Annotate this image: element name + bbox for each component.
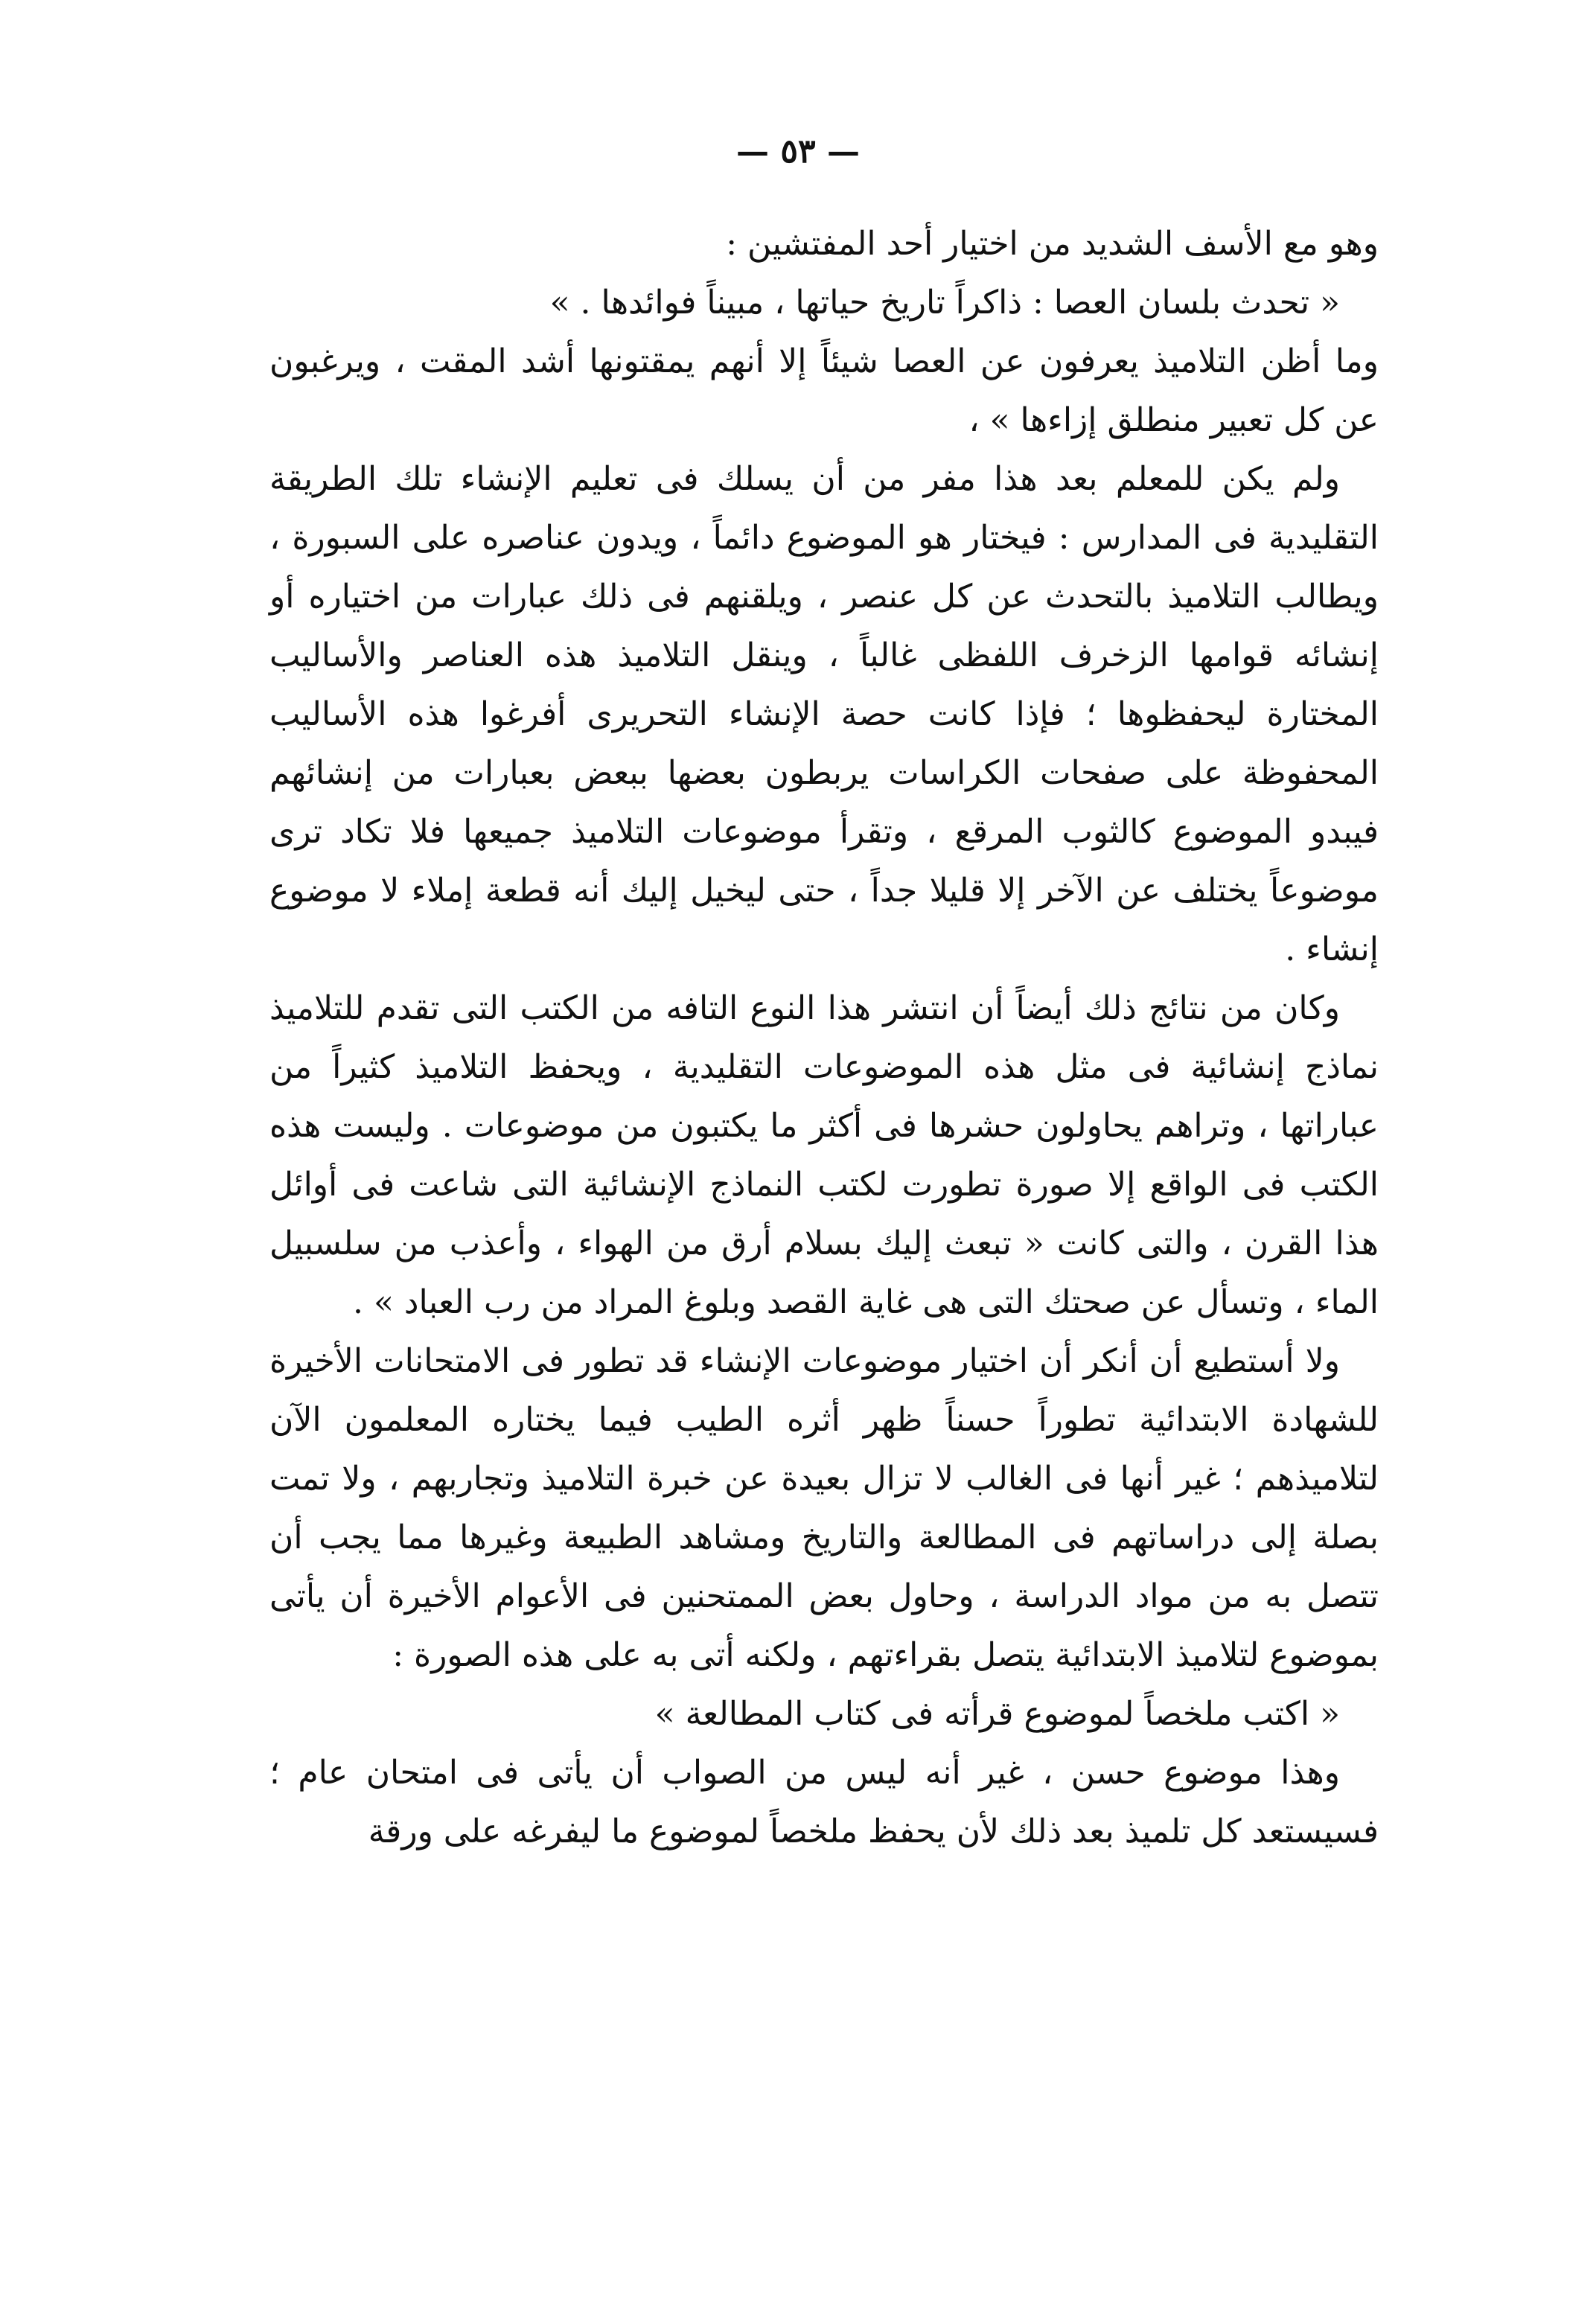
- page-number: — ٥٣ —: [736, 132, 860, 170]
- paragraph-closing: وهذا موضوع حسن ، غير أنه ليس من الصواب أن يأتى فى امتحان عام ؛ فسيستعد كل تلميذ بعد ذلك لأن يحفظ ملخصاً لموضوع ما ليفرغه على ورقة: [269, 1754, 1379, 1850]
- paragraph-traditional-method: ولم يكن للمعلم بعد هذا مفر من أن يسلك فى تعليم الإنشاء تلك الطريقة التقليدية فى المدارس : فيختار هو الموضوع دائماً ، ويدون عناصره على السبورة ، ويطالب التلاميذ بالتحدث عن كل عنصر ، ويلقنهم فى ذلك عبارات من اختياره أو إنشائه قوامها الزخرف اللفظى غالباً ، وينقل التلاميذ هذه العناصر والأساليب المختارة ليحفظوها ؛ فإذا كانت حصة الإنشاء التحريرى أفرغوا هذه الأساليب المحفوظة على صفحات الكراسات يربطون بعضها ببعض بعبارات من إنشائهم فيبدو الموضوع كالثوب المرقع ، وتقرأ موضوعات التلاميذ جميعها فلا تكاد ترى موضوعاً يختلف عن الآخر إلا قليلا جداً ، حتى ليخيل إليك أنه قطعة إملاء لا موضوع إنشاء .: [269, 460, 1379, 968]
- paragraph-pupils-cane: وما أظن التلاميذ يعرفون عن العصا شيئاً إلا أنهم يمقتونها أشد المقت ، ويرغبون عن كل تعبير منطلق إزاءها » ،: [269, 342, 1379, 439]
- paragraph-model-books: وكان من نتائج ذلك أيضاً أن انتشر هذا النوع التافه من الكتب التى تقدم للتلاميذ نماذج إنشائية فى مثل هذه الموضوعات التقليدية ، ويحفظ التلاميذ كثيراً من عباراتها ، وتراهم يحاولون حشرها فى أكثر ما يكتبون من موضوعات . وليست هذه الكتب فى الواقع إلا صورة تطورت لكتب النماذج الإنشائية التى شاعت فى أوائل هذا القرن ، والتى كانت « تبعث إليك بسلام أرق من الهواء ، وأعذب من سلسبيل الماء ، وتسأل عن صحتك التى هى غاية القصد وبلوغ المراد من رب العباد » .: [269, 989, 1379, 1321]
- quoted-topic-summary: « اكتب ملخصاً لموضوع قرأته فى كتاب المطالعة »: [654, 1695, 1340, 1733]
- quoted-topic-cane: « تحدث بلسان العصا : ذاكراً تاريخ حياتها ، مبيناً فوائدها . »: [549, 284, 1340, 322]
- paragraph-intro-line: وهو مع الأسف الشديد من اختيار أحد المفتشين :: [726, 225, 1379, 263]
- paragraph-exam-topics: ولا أستطيع أن أنكر أن اختيار موضوعات الإنشاء قد تطور فى الامتحانات الأخيرة للشهادة الابتدائية تطوراً حسناً ظهر أثره الطيب فيما يختاره المعلمون الآن لتلاميذهم ؛ غير أنها فى الغالب لا تزال بعيدة عن خبرة التلاميذ وتجاربهم ، ولا تمت بصلة إلى دراساتهم فى المطالعة والتاريخ ومشاهد الطبيعة وغيرها مما يجب أن تتصل به من مواد الدراسة ، وحاول بعض الممتحنين فى الأعوام الأخيرة أن يأتى بموضوع لتلاميذ الابتدائية يتصل بقراءتهم ، ولكنه أتى به على هذه الصورة :: [269, 1342, 1379, 1674]
- page-body-text: [269, 214, 1379, 1861]
